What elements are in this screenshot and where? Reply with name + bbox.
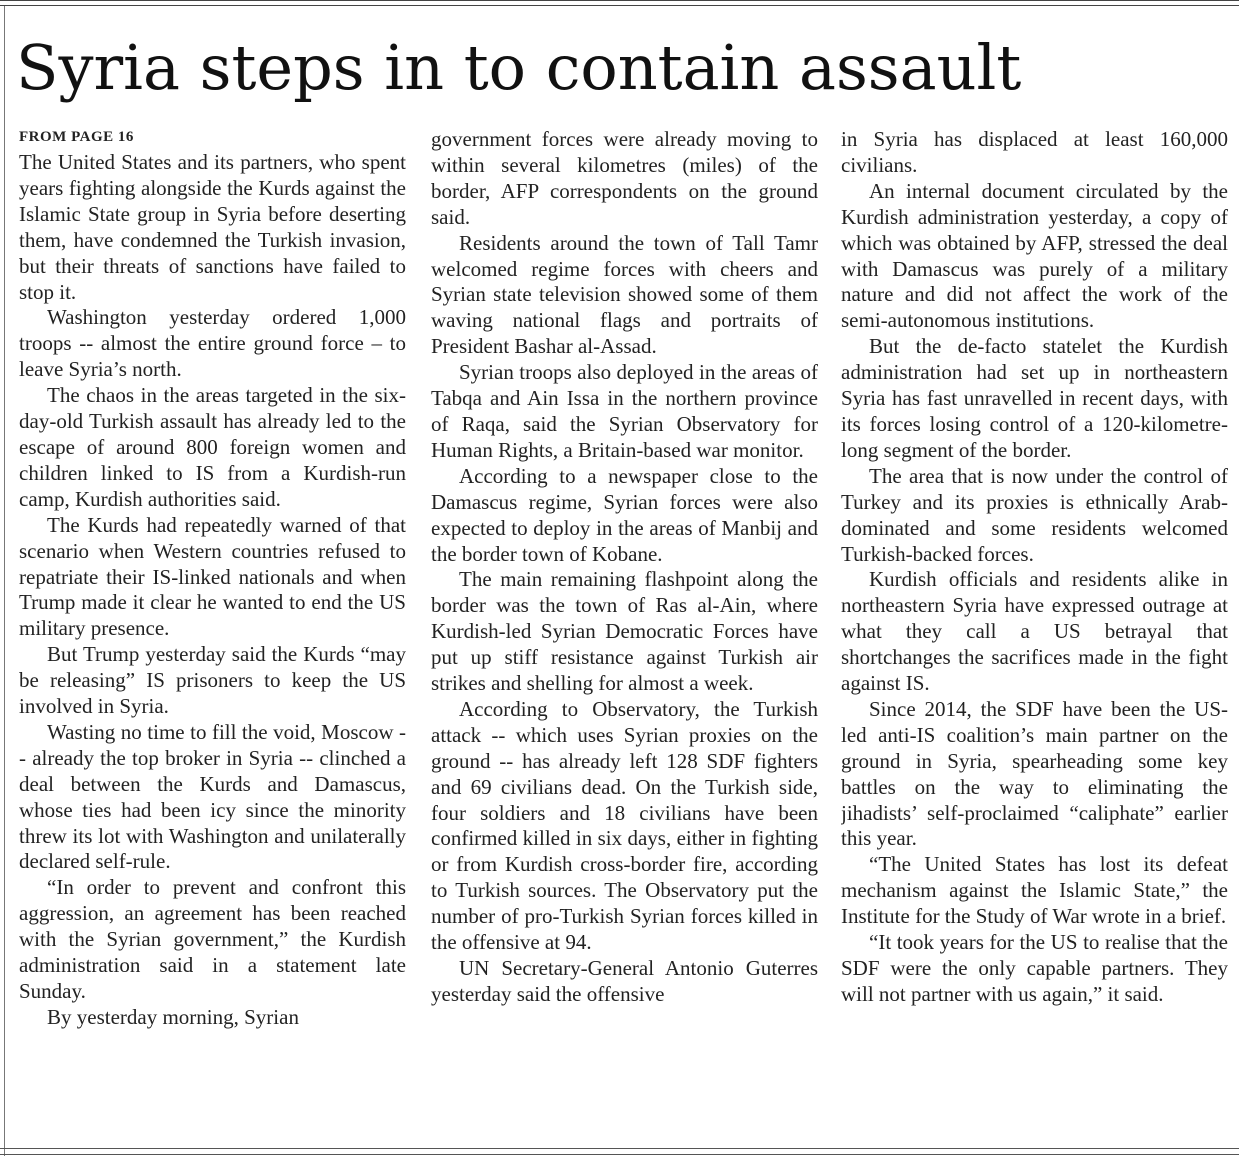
- paragraph: But the de-facto statelet the Kurdish administration had set up in northeastern Syria has fast unravelled in recent days, with its forces losing control of a 120-kilometre-long segment of the border.: [841, 334, 1228, 462]
- paragraph: “In order to prevent and confront this aggression, an agreement has been reached with the Syrian government,” the Kurdish administration said in a statement late Sunday.: [19, 875, 406, 1003]
- paragraph: Syrian troops also deployed in the areas of Tabqa and Ain Issa in the northern province of Raqa, said the Syrian Observatory for Human Rights, a Britain-based war monitor.: [431, 360, 818, 462]
- bottom-rule: [0, 1148, 1239, 1155]
- paragraph: The United States and its partners, who spent years fighting alongside the Kurds against the Islamic State group in Syria before deserting them, have condemned the Turkish invasion, but their threats of sanctions have failed to stop it.: [19, 150, 406, 304]
- paragraph: The main remaining flashpoint along the border was the town of Ras al-Ain, where Kurdish-led Syrian Democratic Forces have put up stiff resistance against Turkish air strikes and shelling for almost a week.: [431, 567, 818, 696]
- paragraph: Kurdish officials and residents alike in northeastern Syria have expressed outrage at what they call a US betrayal that shortchanges the sacrifices made in the fight against IS.: [841, 567, 1228, 696]
- paragraph: The chaos in the areas targeted in the six-day-old Turkish assault has already led to the escape of around 800 foreign women and children linked to IS from a Kurdish-run camp, Kurdish authorities said.: [19, 383, 406, 511]
- left-edge-rule: [4, 6, 5, 1156]
- paragraph: Residents around the town of Tall Tamr welcomed regime forces with cheers and Syrian state television showed some of them waving national flags and portraits of President Bashar al-Assad.: [431, 230, 818, 359]
- paragraph: “The United States has lost its defeat mechanism against the Islamic State,” the Institute for the Study of War wrote in a brief.: [841, 852, 1228, 929]
- paragraph: According to a newspaper close to the Damascus regime, Syrian forces were also expected to deploy in the areas of Manbij and the border town of Kobane.: [431, 463, 818, 566]
- top-rule: [0, 0, 1239, 6]
- paragraph: By yesterday morning, Syrian: [47, 1004, 299, 1029]
- paragraph: Wasting no time to fill the void, Moscow -- already the top broker in Syria -- clinched a deal between the Kurds and Damascus, whose ties had been icy since the minority threw its lot with Washington and unilaterally declared self-rule.: [19, 719, 406, 874]
- article-column-1: [19, 127, 406, 1142]
- paragraph: According to Observatory, the Turkish attack -- which uses Syrian proxies on the ground -- has already left 128 SDF fighters and 69 civilians dead. On the Turkish side, four soldiers and 18 civilians have been confirmed killed in six days, either in fighting or from Kurdish cross-border fire, according to Turkish sources. The Observatory put the number of pro-Turkish Syrian forces killed in the offensive at 94.: [431, 696, 818, 955]
- headline: Syria steps in to contain assault: [16, 31, 1022, 104]
- paragraph: But Trump yesterday said the Kurds “may be releasing” IS prisoners to keep the US involved in Syria.: [19, 642, 406, 719]
- paragraph: in Syria has displaced at least 160,000 civilians.: [841, 127, 1228, 177]
- paragraph: The area that is now under the control of Turkey and its proxies is ethnically Arab-dominated and some residents welcomed Turkish-backed forces.: [841, 463, 1228, 566]
- article-column-2: [431, 127, 818, 1142]
- kicker: FROM PAGE 16: [19, 129, 134, 145]
- paragraph: Since 2014, the SDF have been the US-led anti-IS coalition’s main partner on the ground in Syria, spearheading some key battles on the way to eliminating the jihadists’ self-proclaimed “caliphate” earlier this year.: [841, 696, 1228, 851]
- paragraph: Washington yesterday ordered 1,000 troops -- almost the entire ground force – to leave Syria’s north.: [19, 305, 406, 382]
- paragraph: The Kurds had repeatedly warned of that scenario when Western countries refused to repatriate their IS-linked nationals and when Trump made it clear he wanted to end the US military presence.: [19, 512, 406, 641]
- paragraph: An internal document circulated by the Kurdish administration yesterday, a copy of which was obtained by AFP, stressed the deal with Damascus was purely of a military nature and did not affect the work of the semi-autonomous institutions.: [841, 178, 1228, 333]
- article-column-3: [841, 127, 1228, 1142]
- paragraph: “It took years for the US to realise that the SDF were the only capable partners. They will not partner with us again,” it said.: [841, 930, 1228, 1006]
- paragraph: UN Secretary-General Antonio Guterres yesterday said the offensive: [431, 956, 818, 1006]
- paragraph: government forces were already moving to within several kilometres (miles) of the border, AFP correspondents on the ground said.: [431, 127, 818, 229]
